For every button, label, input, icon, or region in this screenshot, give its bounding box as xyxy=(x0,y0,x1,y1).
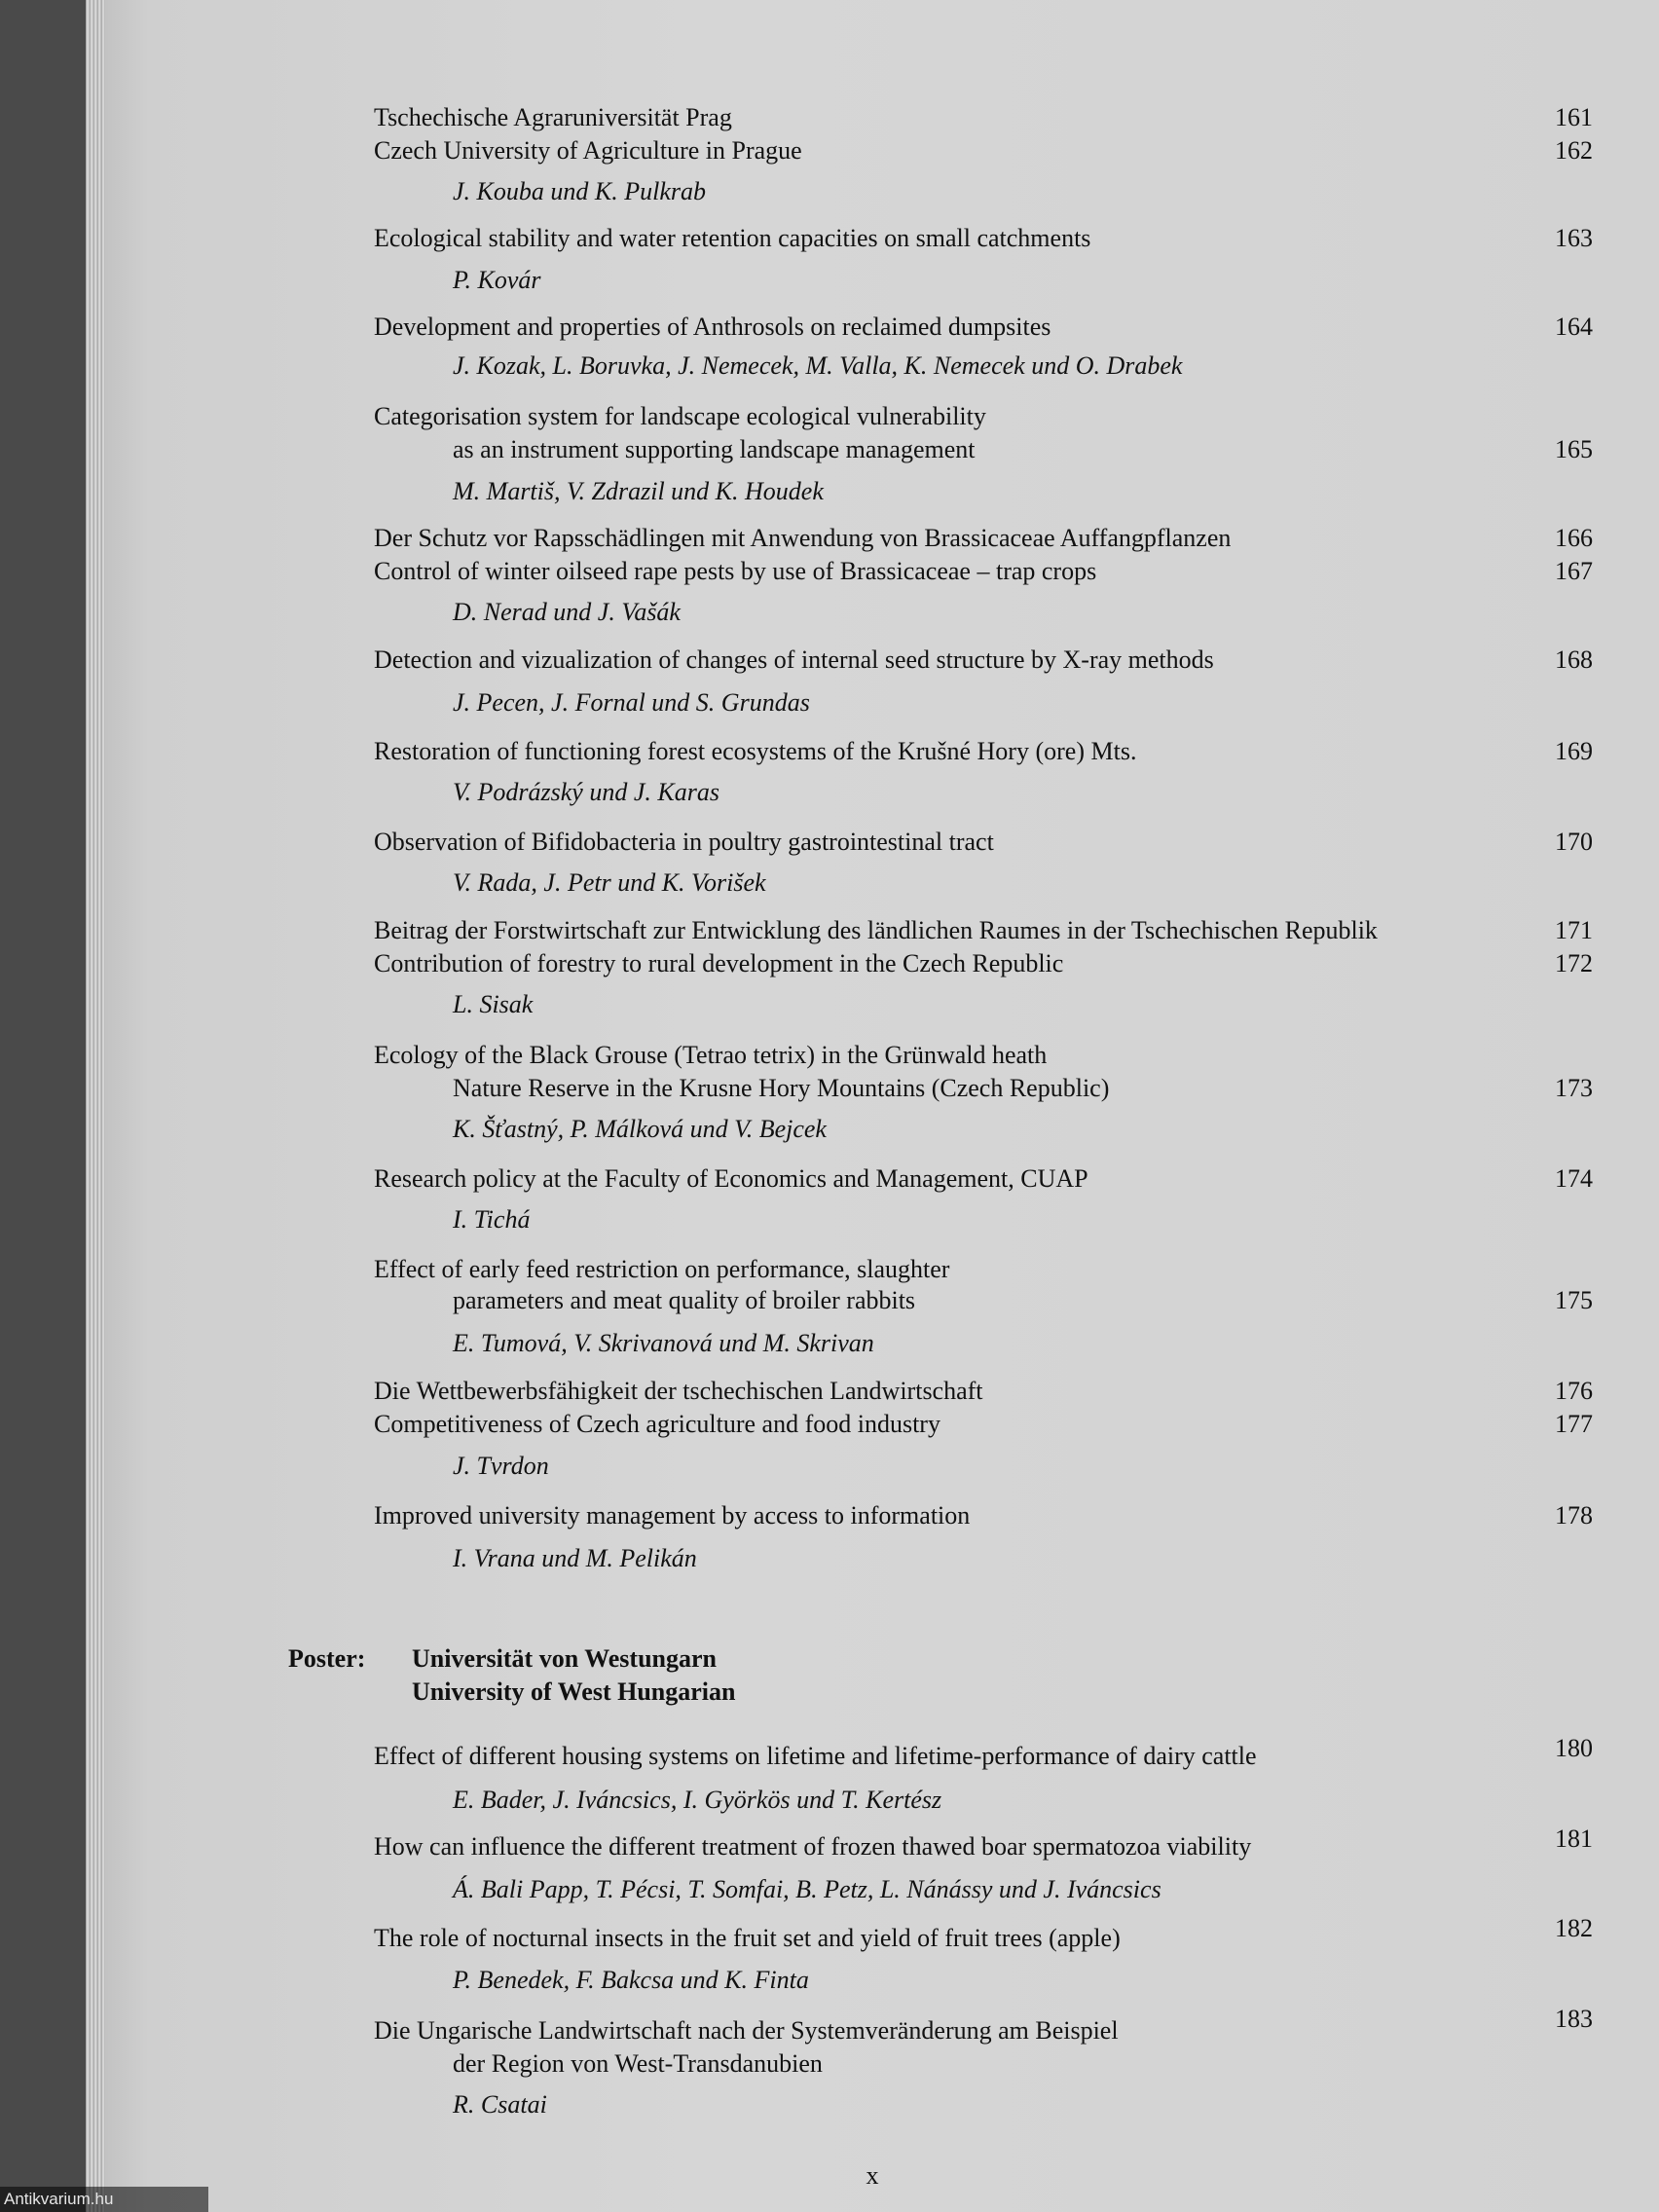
document-page: Tschechische Agraruniversität Prag 161 Czech University of Agriculture in Prague 162 J. Kouba und K. Pulkrab Ecological stability and water retention capacities on small catchments 163 P. Kovár Development and properties of Anthrosols on reclaimed dumpsites 164 J. Kozak, L. Boruvka, J. Nemecek, M. Valla, K. Nemecek und O. Drabek Categorisation system for landscape ecological vulnerability as an instrument supporting landscape management 165 M. Martiš, V. Zdrazil und K. Houdek Der Schutz vor Rapsschädlingen mit Anwendung von Brassicaceae Auffangpflanzen 166 Control of winter oilseed rape pests by use of Brassicaceae – trap crops 167 D. Nerad und J. Vašák Detection and vizualization of changes of internal seed structure by X-ray methods 168 J. Pecen, J. Fornal und S. Grundas Restoration of functioning forest ecosystems of the Krušné Hory (ore) Mts. 169 V. Podrázský und J. Karas Observation of Bifidobacteria in poultry gastrointestinal tract 170 V. Rada, J. Petr und K. Vorišek Beitrag der Forstwirtschaft zur Entwicklung des ländlichen Raumes in der Tschechischen Republik 171 Contribution of forestry to rural development in the Czech Republic 172 L. Sisak Ecology of the Black Grouse (Tetrao tetrix) in the Grünwald heath Nature Reserve in the Krusne Hory Mountains (Czech Republic) 173 K. Šťastný, P. Málková und V. Bejcek Research policy at the Faculty of Economics and Management, CUAP 174 I. Tichá Effect of early feed restriction on performance, slaughter parameters and meat quality of broiler rabbits 175 E. Tumová, V. Skrivanová und M. Skrivan Die Wettbewerbsfähigkeit der tschechischen Landwirtschaft 176 Competitiveness of Czech agriculture and food industry 177 J. Tvrdon Improved university management by access to information 178 I. Vrana und M. Pelikán Poster: Universität von Westungarn University of West Hungarian Effect of different housing systems on lifetime and lifetime-performance of dairy cattle 180 E. Bader, J. Iváncsics, I. Györkös und T. Kertész How can influence the different treatment of frozen thawed boar spermatozoa viability 181 Á. Bali Papp, T. Pécsi, T. Somfai, B. Petz, L. Nánássy und J. Iváncsics The role of nocturnal insects in the fruit set and yield of fruit trees (apple) 182 P. Benedek, F. Bakcsa und K. Finta Die Ungarische Landwirtschaft nach der Systemveränderung am Beispiel 183 der Region von West-Transdanubien R. Csatai x xyxy=(86,0,1659,2212)
page-number: 180 xyxy=(1555,1734,1593,1762)
page-number: 174 xyxy=(1555,1164,1593,1193)
page-number: 176 xyxy=(1555,1377,1593,1405)
section-title-en: University of West Hungarian xyxy=(412,1677,736,1706)
page-number: 164 xyxy=(1555,313,1593,341)
page-number: 162 xyxy=(1555,136,1593,165)
page-number: 173 xyxy=(1555,1074,1593,1102)
page-number: 165 xyxy=(1555,435,1593,463)
section-label: Poster: xyxy=(288,1644,366,1673)
page-number: 177 xyxy=(1555,1410,1593,1438)
section-title-de: Universität von Westungarn xyxy=(412,1644,717,1673)
page-number: 168 xyxy=(1555,645,1593,674)
page-number: 178 xyxy=(1555,1501,1593,1530)
page-number: 182 xyxy=(1555,1914,1593,1942)
page-number: 183 xyxy=(1555,2005,1593,2033)
page-edge xyxy=(86,0,105,2212)
page-number: 166 xyxy=(1555,524,1593,552)
page-number: 170 xyxy=(1555,828,1593,856)
footer-page-number: x xyxy=(866,2161,879,2190)
page-number: 175 xyxy=(1555,1286,1593,1314)
page-number: 169 xyxy=(1555,737,1593,765)
watermark: Antikvarium.hu xyxy=(0,2187,208,2212)
page-number: 167 xyxy=(1555,557,1593,585)
page-number: 172 xyxy=(1555,949,1593,977)
page-number: 181 xyxy=(1555,1825,1593,1853)
page-number: 171 xyxy=(1555,916,1593,944)
page-number: 161 xyxy=(1555,103,1593,131)
page-number: 163 xyxy=(1555,224,1593,252)
